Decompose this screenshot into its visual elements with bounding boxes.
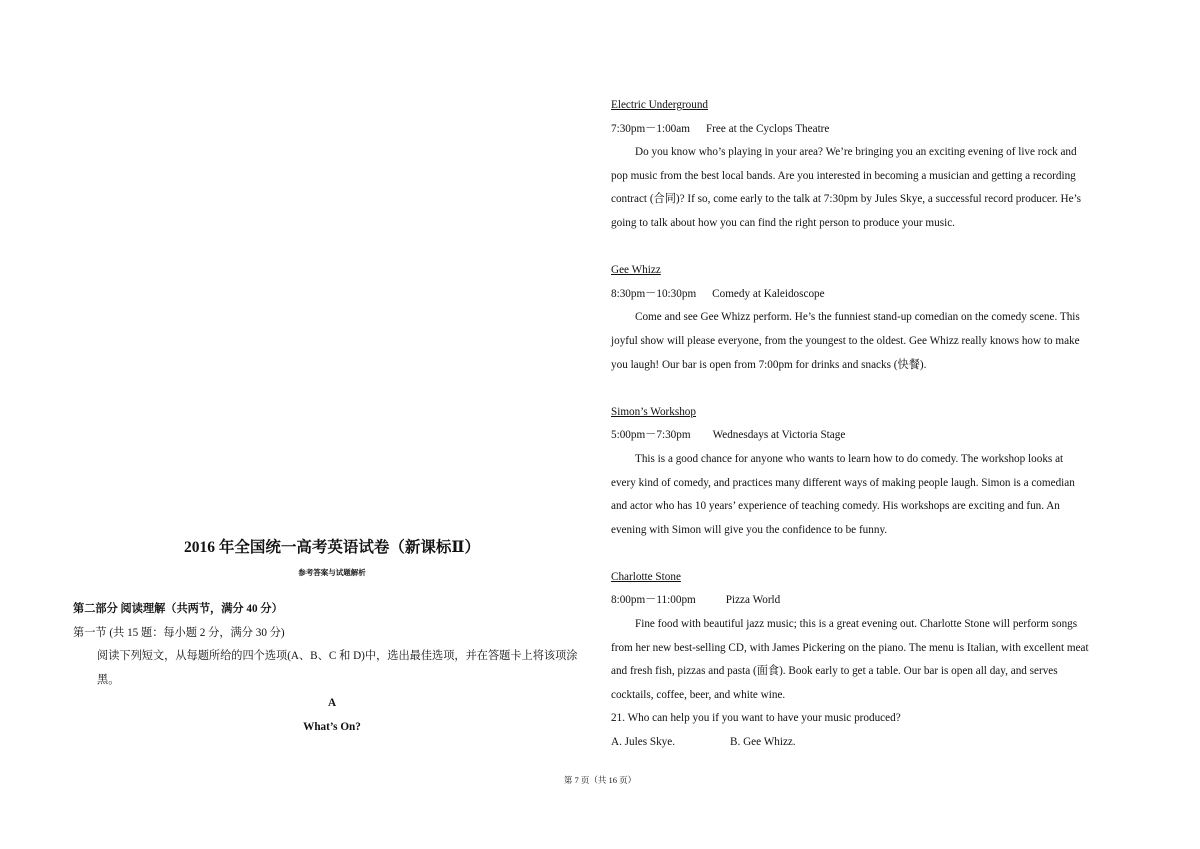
- exam-title: 2016 年全国统一高考英语试卷（新课标Ⅱ）: [184, 539, 480, 556]
- event-block: [611, 566, 1136, 708]
- event-block: [611, 259, 1136, 377]
- event-time: 8:00pm－11:00pm: [611, 594, 696, 607]
- left-column: [73, 530, 591, 740]
- event-block: [611, 401, 1136, 543]
- option-a: A. Jules Skye.: [611, 736, 676, 749]
- event-time: 7:30pm－1:00am: [611, 122, 690, 135]
- event-place: Pizza World: [725, 594, 781, 607]
- event-block: [611, 94, 1136, 236]
- event-text-line: going to talk about how you can find the right person to produce your music.: [611, 216, 955, 229]
- event-text-line: and actor who has 10 years’ experience of teaching comedy. His workshops are exciting and fun. An: [611, 500, 1060, 513]
- event-text-line: every kind of comedy, and practices many different ways of making people laugh. Simon is a comedian: [611, 476, 1075, 489]
- event-text-line: This is a good chance for anyone who wants to learn how to do comedy. The workshop looks at: [635, 452, 1064, 465]
- event-time: 8:30pm－10:30pm: [611, 287, 697, 300]
- event-text-line: from her new best-selling CD, with James Pickering on the piano. The menu is Italian, with excellent meat: [611, 641, 1089, 654]
- event-text-line: Come and see Gee Whizz perform. He’s the funniest stand-up comedian on the comedy scene. This: [635, 311, 1080, 324]
- event-text-line: cocktails, coffee, beer, and white wine.: [611, 688, 786, 701]
- event-name: Gee Whizz: [611, 264, 661, 277]
- exam-subtitle: 参考答案与试题解析: [298, 568, 366, 577]
- event-text-line: pop music from the best local bands. Are you interested in becoming a musician and getting a recording: [611, 169, 1076, 182]
- event-info: [611, 118, 1136, 142]
- event-info: [611, 424, 1136, 448]
- event-info: [611, 283, 1136, 307]
- event-time: 5:00pm－7:30pm: [611, 429, 691, 442]
- instructions: 阅读下列短文，从每题所给的四个选项(A、B、C 和 D)中，选出最佳选项，并在答题卡上将该项涂黑。: [97, 650, 578, 686]
- event-text-line: and fresh fish, pizzas and pasta (面食). Book early to get a table. Our bar is open all day, and serves: [611, 665, 1058, 678]
- event-text-line: Fine food with beautiful jazz music; this is a great evening out. Charlotte Stone will perform songs: [635, 618, 1078, 631]
- page-footer: 第 7 页（共 16 页）: [563, 775, 637, 785]
- event-name: Electric Underground: [611, 99, 709, 111]
- event-text-line: evening with Simon will give you the confidence to be funny.: [611, 523, 888, 536]
- event-place: Wednesdays at Victoria Stage: [712, 429, 846, 442]
- event-name: Simon’s Workshop: [611, 405, 696, 418]
- event-text-line: Do you know who’s playing in your area? We’re bringing you an exciting evening of live rock and: [635, 146, 1077, 159]
- event-place: Free at the Cyclops Theatre: [705, 122, 830, 135]
- section-line: 第一节 (共 15 题：每小题 2 分，满分 30 分): [73, 626, 285, 639]
- event-text-line: contract (合同)? If so, come early to the talk at 7:30pm by Jules Skye, a successful record producer. He’s: [611, 193, 1082, 206]
- passage-letter: A: [327, 697, 337, 710]
- passage-title: What’s On?: [303, 720, 361, 733]
- option-b: B. Gee Whizz.: [730, 736, 796, 749]
- question-21-options: [611, 731, 1136, 755]
- event-place: Comedy at Kaleidoscope: [712, 287, 825, 300]
- event-name: Charlotte Stone: [611, 570, 681, 583]
- question-21: 21. Who can help you if you want to have your music produced?: [611, 712, 901, 725]
- event-text-line: you laugh! Our bar is open from 7:00pm for drinks and snacks (快餐).: [611, 358, 927, 371]
- event-text-line: joyful show will please everyone, from the youngest to the oldest. Gee Whizz really knows how to make: [611, 334, 1080, 347]
- part-heading: 第二部分 阅读理解（共两节，满分 40 分）: [73, 603, 283, 615]
- right-column: [611, 94, 1136, 755]
- event-info: [611, 589, 1136, 613]
